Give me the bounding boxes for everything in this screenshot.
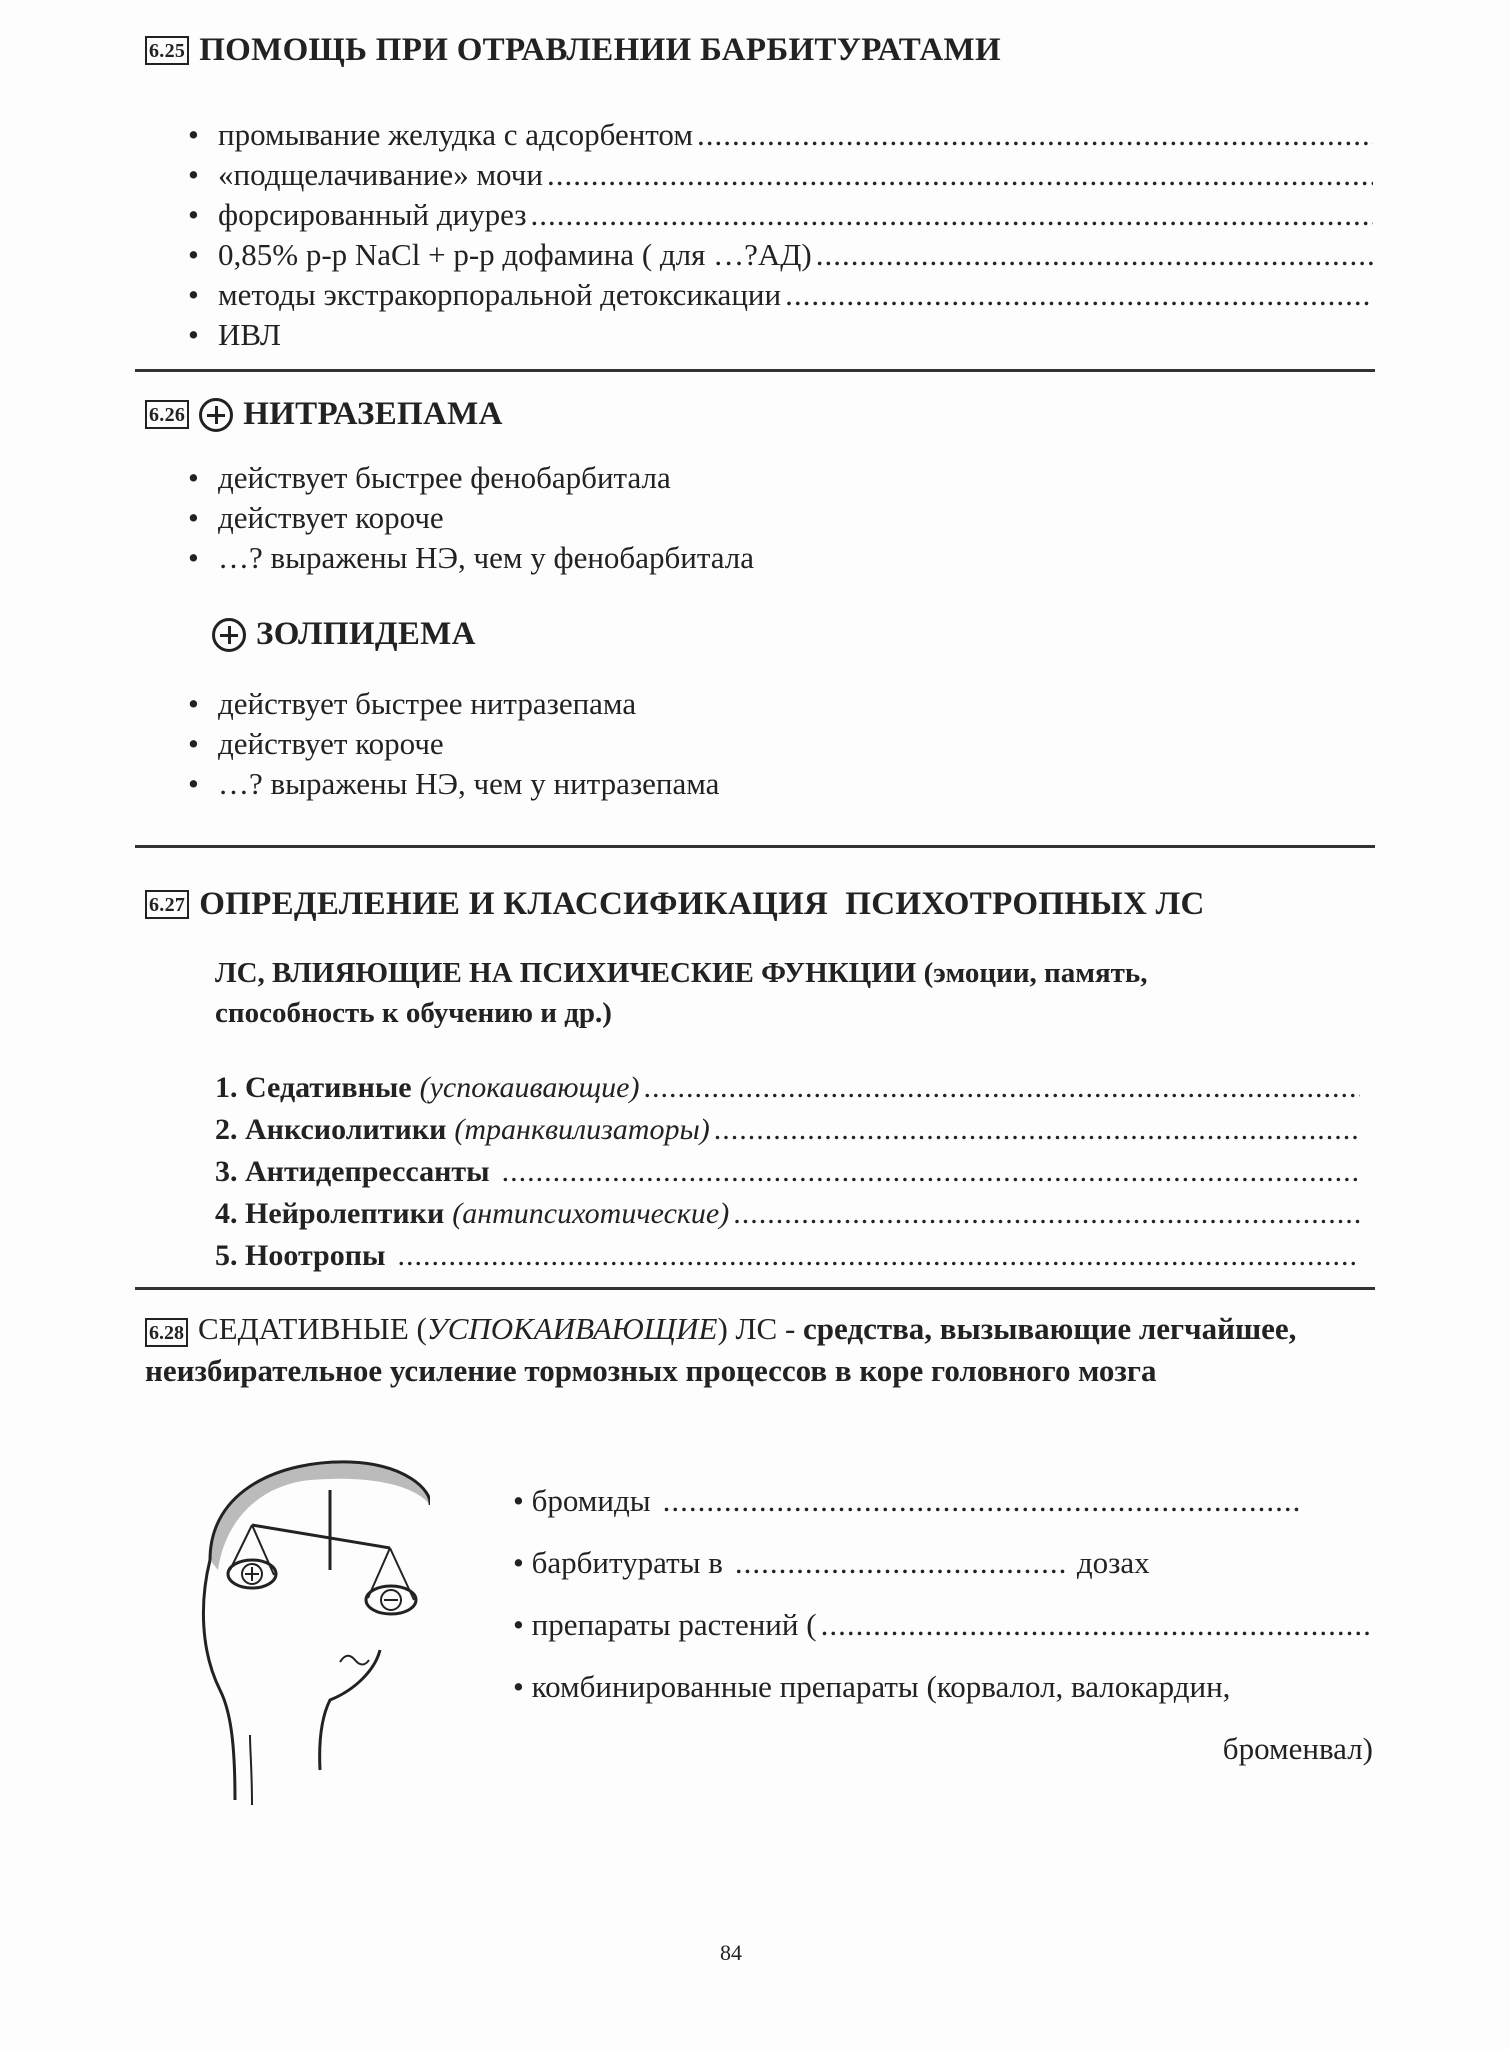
section-6-27-heading <box>145 886 1205 923</box>
section-title: НИТРАЗЕПАМА <box>243 396 503 432</box>
section-number: 6.26 <box>145 400 189 429</box>
sedatives-list <box>513 1470 1373 1780</box>
section-number: 6.28 <box>145 1318 188 1347</box>
section-title: ОПРЕДЕЛЕНИЕ И КЛАССИФИКАЦИЯ ПСИХОТРОПНЫХ ЛС <box>199 886 1205 922</box>
list-item: • 0,85% р-р NaCl + р-р дофамина ( для …?АД) ..... <box>218 235 1373 275</box>
list-item: 2. Анксиолитики (транквилизаторы) ..... <box>215 1109 1360 1151</box>
section-number: 6.27 <box>145 890 189 919</box>
nitrazepam-list <box>218 458 754 578</box>
barbiturate-aid-list <box>218 115 1373 355</box>
list-item: • комбинированные препараты (корвалол, валокардин, <box>513 1669 1231 1704</box>
section-6-26-heading <box>145 396 503 433</box>
brain-balance-illustration <box>190 1450 430 1810</box>
list-item: 1. Седативные (успокаивающие) ..... <box>215 1067 1360 1109</box>
list-item: • действует быстрее нитразепама <box>218 684 719 724</box>
section-title: ЗОЛПИДЕМА <box>256 616 476 652</box>
list-item: 3. Антидепрессанты ..... <box>215 1151 1360 1193</box>
plus-circle-icon <box>212 618 246 652</box>
plus-circle-icon <box>199 398 233 432</box>
list-item: • препараты растений ( ..... <box>513 1594 1373 1656</box>
list-item: • действует быстрее фенобарбитала <box>218 458 754 498</box>
list-item: • …? выражены НЭ, чем у фенобарбитала <box>218 538 754 578</box>
divider <box>135 1287 1375 1290</box>
psychotropic-definition: ЛС, ВЛИЯЮЩИЕ НА ПСИХИЧЕСКИЕ ФУНКЦИИ (эмоции, память, способность к обучению и др.) <box>215 957 1148 1029</box>
list-item: • действует короче <box>218 498 754 538</box>
section-title: ПОМОЩЬ ПРИ ОТРАВЛЕНИИ БАРБИТУРАТАМИ <box>199 32 1001 68</box>
list-item: броменвал) <box>1222 1731 1373 1766</box>
psychotropic-classes <box>215 1067 1360 1277</box>
list-item: 4. Нейролептики (антипсихотические) ..... <box>215 1193 1360 1235</box>
list-item: • форсированный диурез ..... <box>218 195 1373 235</box>
list-item: 5. Ноотропы ..... <box>215 1235 1360 1277</box>
zolpidem-heading <box>212 616 476 653</box>
zolpidem-list <box>218 684 719 804</box>
list-item: • действует короче <box>218 724 719 764</box>
page-number: 84 <box>720 1940 742 1965</box>
list-item: • бромиды ..... <box>513 1470 1373 1532</box>
divider <box>135 845 1375 848</box>
section-6-25-heading <box>145 32 1001 69</box>
section-6-28-heading: 6.28 СЕДАТИВНЫЕ (УСПОКАИВАЮЩИЕ) ЛС - средства, вызывающие легчайшее, неизбирательное усиление тормозных процессов в коре головного мозга <box>145 1311 1297 1388</box>
section-number: 6.25 <box>145 36 189 65</box>
list-item: • «подщелачивание» мочи ..... <box>218 155 1373 195</box>
list-item: • методы экстракорпоральной детоксикации ..... <box>218 275 1373 315</box>
list-item: • барбитураты в ..... дозах <box>513 1532 1373 1594</box>
list-item: • …? выражены НЭ, чем у нитразепама <box>218 764 719 804</box>
list-item: • промывание желудка с адсорбентом ..... <box>218 115 1373 155</box>
divider <box>135 369 1375 372</box>
list-item: • ИВЛ <box>218 315 1373 355</box>
